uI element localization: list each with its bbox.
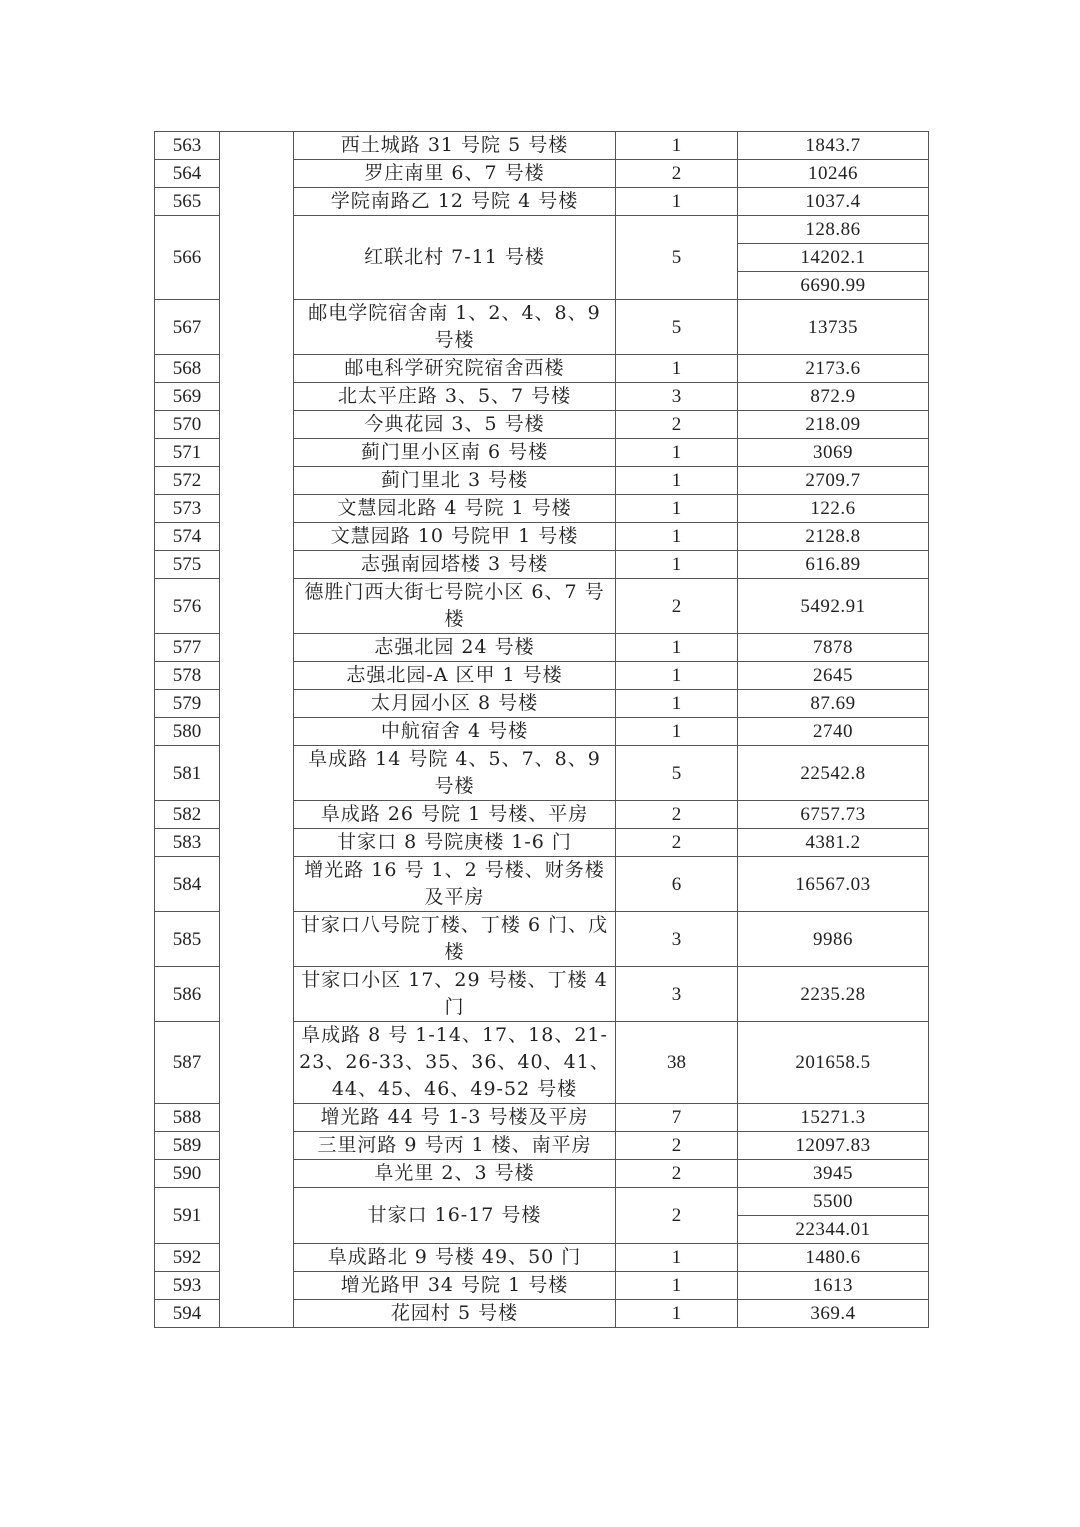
address-cell: 增光路 44 号 1-3 号楼及平房 xyxy=(294,1104,616,1132)
row-number-cell: 589 xyxy=(155,1132,220,1160)
row-number-cell: 563 xyxy=(155,132,220,160)
building-count-cell: 1 xyxy=(616,495,738,523)
building-count-cell: 1 xyxy=(616,467,738,495)
table-row xyxy=(155,132,929,160)
address-cell: 志强北园 24 号楼 xyxy=(294,634,616,662)
address-cell: 阜成路 14 号院 4、5、7、8、9 号楼 xyxy=(294,746,616,801)
building-count-cell: 3 xyxy=(616,912,738,967)
address-cell: 甘家口小区 17、29 号楼、丁楼 4 门 xyxy=(294,967,616,1022)
row-number-cell: 594 xyxy=(155,1300,220,1328)
row-number-cell: 573 xyxy=(155,495,220,523)
row-number-cell: 578 xyxy=(155,662,220,690)
row-number-cell: 566 xyxy=(155,216,220,300)
area-cell: 2173.6 xyxy=(738,355,929,383)
building-count-cell: 7 xyxy=(616,1104,738,1132)
building-count-cell: 2 xyxy=(616,1132,738,1160)
address-cell: 今典花园 3、5 号楼 xyxy=(294,411,616,439)
address-cell: 邮电科学研究院宿舍西楼 xyxy=(294,355,616,383)
address-cell: 文慧园路 10 号院甲 1 号楼 xyxy=(294,523,616,551)
address-cell: 中航宿舍 4 号楼 xyxy=(294,718,616,746)
address-cell: 三里河路 9 号丙 1 楼、南平房 xyxy=(294,1132,616,1160)
building-count-cell: 3 xyxy=(616,967,738,1022)
row-number-cell: 581 xyxy=(155,746,220,801)
area-cell: 1843.7 xyxy=(738,132,929,160)
area-cell: 22344.01 xyxy=(738,1216,929,1244)
building-count-cell: 1 xyxy=(616,523,738,551)
row-number-cell: 572 xyxy=(155,467,220,495)
area-cell: 10246 xyxy=(738,160,929,188)
building-count-cell: 1 xyxy=(616,132,738,160)
address-cell: 文慧园北路 4 号院 1 号楼 xyxy=(294,495,616,523)
building-count-cell: 1 xyxy=(616,551,738,579)
area-cell: 1480.6 xyxy=(738,1244,929,1272)
area-cell: 4381.2 xyxy=(738,829,929,857)
building-count-cell: 1 xyxy=(616,718,738,746)
row-number-cell: 586 xyxy=(155,967,220,1022)
area-cell: 122.6 xyxy=(738,495,929,523)
address-cell: 德胜门西大街七号院小区 6、7 号楼 xyxy=(294,579,616,634)
row-number-cell: 582 xyxy=(155,801,220,829)
row-number-cell: 565 xyxy=(155,188,220,216)
building-count-cell: 1 xyxy=(616,1244,738,1272)
address-cell: 甘家口 16-17 号楼 xyxy=(294,1188,616,1244)
row-number-cell: 590 xyxy=(155,1160,220,1188)
row-number-cell: 585 xyxy=(155,912,220,967)
building-count-cell: 1 xyxy=(616,439,738,467)
building-count-cell: 1 xyxy=(616,355,738,383)
building-count-cell: 2 xyxy=(616,160,738,188)
area-cell: 16567.03 xyxy=(738,857,929,912)
building-count-cell: 3 xyxy=(616,383,738,411)
building-count-cell: 5 xyxy=(616,300,738,355)
address-cell: 学院南路乙 12 号院 4 号楼 xyxy=(294,188,616,216)
building-count-cell: 2 xyxy=(616,801,738,829)
area-cell: 7878 xyxy=(738,634,929,662)
area-cell: 5500 xyxy=(738,1188,929,1216)
address-cell: 花园村 5 号楼 xyxy=(294,1300,616,1328)
building-count-cell: 1 xyxy=(616,1300,738,1328)
building-count-cell: 1 xyxy=(616,690,738,718)
address-cell: 志强北园-A 区甲 1 号楼 xyxy=(294,662,616,690)
building-count-cell: 2 xyxy=(616,411,738,439)
address-cell: 增光路 16 号 1、2 号楼、财务楼及平房 xyxy=(294,857,616,912)
address-cell: 阜成路 26 号院 1 号楼、平房 xyxy=(294,801,616,829)
area-cell: 616.89 xyxy=(738,551,929,579)
area-cell: 13735 xyxy=(738,300,929,355)
area-cell: 218.09 xyxy=(738,411,929,439)
row-number-cell: 569 xyxy=(155,383,220,411)
row-number-cell: 574 xyxy=(155,523,220,551)
address-cell: 邮电学院宿舍南 1、2、4、8、9 号楼 xyxy=(294,300,616,355)
address-cell: 阜光里 2、3 号楼 xyxy=(294,1160,616,1188)
address-cell: 甘家口 8 号院庚楼 1-6 门 xyxy=(294,829,616,857)
building-count-cell: 1 xyxy=(616,634,738,662)
row-number-cell: 577 xyxy=(155,634,220,662)
building-count-cell: 6 xyxy=(616,857,738,912)
address-cell: 罗庄南里 6、7 号楼 xyxy=(294,160,616,188)
area-cell: 6757.73 xyxy=(738,801,929,829)
building-count-cell: 1 xyxy=(616,1272,738,1300)
area-cell: 3069 xyxy=(738,439,929,467)
row-number-cell: 579 xyxy=(155,690,220,718)
row-number-cell: 570 xyxy=(155,411,220,439)
building-count-cell: 2 xyxy=(616,829,738,857)
address-cell: 蓟门里北 3 号楼 xyxy=(294,467,616,495)
table-body xyxy=(155,132,929,1328)
address-cell: 西土城路 31 号院 5 号楼 xyxy=(294,132,616,160)
row-number-cell: 568 xyxy=(155,355,220,383)
area-cell: 14202.1 xyxy=(738,244,929,272)
area-cell: 6690.99 xyxy=(738,272,929,300)
area-cell: 1037.4 xyxy=(738,188,929,216)
building-count-cell: 5 xyxy=(616,216,738,300)
area-cell: 87.69 xyxy=(738,690,929,718)
area-cell: 369.4 xyxy=(738,1300,929,1328)
building-count-cell: 2 xyxy=(616,1160,738,1188)
area-cell: 22542.8 xyxy=(738,746,929,801)
area-cell: 3945 xyxy=(738,1160,929,1188)
area-cell: 5492.91 xyxy=(738,579,929,634)
address-cell: 北太平庄路 3、5、7 号楼 xyxy=(294,383,616,411)
building-count-cell: 1 xyxy=(616,662,738,690)
building-count-cell: 5 xyxy=(616,746,738,801)
address-cell: 红联北村 7-11 号楼 xyxy=(294,216,616,300)
area-cell: 872.9 xyxy=(738,383,929,411)
row-number-cell: 593 xyxy=(155,1272,220,1300)
row-number-cell: 580 xyxy=(155,718,220,746)
address-cell: 志强南园塔楼 3 号楼 xyxy=(294,551,616,579)
area-cell: 1613 xyxy=(738,1272,929,1300)
area-cell: 9986 xyxy=(738,912,929,967)
area-cell: 2709.7 xyxy=(738,467,929,495)
address-cell: 蓟门里小区南 6 号楼 xyxy=(294,439,616,467)
area-cell: 201658.5 xyxy=(738,1022,929,1104)
area-cell: 2128.8 xyxy=(738,523,929,551)
address-cell: 甘家口八号院丁楼、丁楼 6 门、戊楼 xyxy=(294,912,616,967)
address-cell: 阜成路北 9 号楼 49、50 门 xyxy=(294,1244,616,1272)
address-cell: 阜成路 8 号 1-14、17、18、21-23、26-33、35、36、40、41、44、45、46、49-52 号楼 xyxy=(294,1022,616,1104)
housing-table xyxy=(154,131,929,1328)
area-cell: 15271.3 xyxy=(738,1104,929,1132)
district-cell xyxy=(220,132,294,1328)
row-number-cell: 571 xyxy=(155,439,220,467)
area-cell: 12097.83 xyxy=(738,1132,929,1160)
row-number-cell: 567 xyxy=(155,300,220,355)
building-count-cell: 1 xyxy=(616,188,738,216)
address-cell: 增光路甲 34 号院 1 号楼 xyxy=(294,1272,616,1300)
area-cell: 2740 xyxy=(738,718,929,746)
row-number-cell: 564 xyxy=(155,160,220,188)
row-number-cell: 583 xyxy=(155,829,220,857)
row-number-cell: 591 xyxy=(155,1188,220,1244)
row-number-cell: 584 xyxy=(155,857,220,912)
row-number-cell: 588 xyxy=(155,1104,220,1132)
row-number-cell: 587 xyxy=(155,1022,220,1104)
area-cell: 2235.28 xyxy=(738,967,929,1022)
building-count-cell: 38 xyxy=(616,1022,738,1104)
area-cell: 2645 xyxy=(738,662,929,690)
row-number-cell: 592 xyxy=(155,1244,220,1272)
address-cell: 太月园小区 8 号楼 xyxy=(294,690,616,718)
area-cell: 128.86 xyxy=(738,216,929,244)
building-count-cell: 2 xyxy=(616,1188,738,1244)
row-number-cell: 576 xyxy=(155,579,220,634)
building-count-cell: 2 xyxy=(616,579,738,634)
row-number-cell: 575 xyxy=(155,551,220,579)
